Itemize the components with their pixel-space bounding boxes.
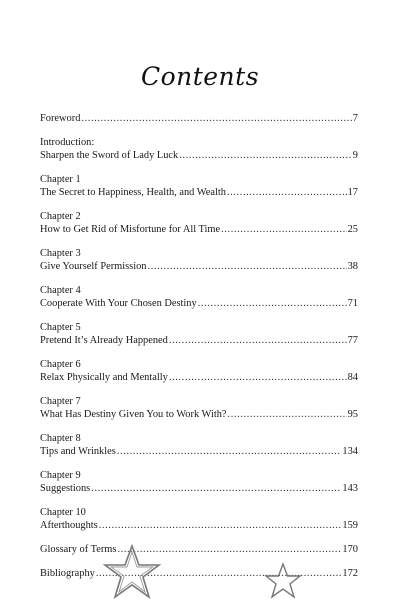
toc-page-number: 159: [342, 520, 358, 531]
toc-entry-label: Chapter 9: [40, 470, 81, 481]
star-decorations: [0, 540, 400, 600]
toc-page-number: 84: [347, 372, 358, 383]
toc-entry-title: Afterthoughts: [40, 520, 98, 531]
leader-dots: [99, 519, 342, 532]
toc-entry-chapter-2[interactable]: [40, 210, 358, 236]
leader-dots: [117, 445, 342, 458]
toc-entry-title: Glossary of Terms: [40, 544, 117, 555]
toc-entry-title: Pretend It’s Already Happened: [40, 335, 168, 346]
toc-page-number: 25: [347, 224, 358, 235]
star-outline-icon: [266, 564, 300, 597]
toc-entry-title: Give Yourself Permission: [40, 261, 147, 272]
toc-entry-label: Chapter 6: [40, 359, 81, 370]
leader-dots: [91, 482, 341, 495]
toc-entry-chapter-7[interactable]: [40, 395, 358, 421]
toc-page-number: 71: [347, 298, 358, 309]
toc-entry-title: Suggestions: [40, 483, 91, 494]
toc-entry-title: Relax Physically and Mentally: [40, 372, 168, 383]
toc-page-number: 95: [347, 409, 358, 420]
leader-dots: [169, 371, 347, 384]
toc-entry-chapter-5[interactable]: [40, 321, 358, 347]
toc-entry-chapter-8[interactable]: [40, 432, 358, 458]
leader-dots: [148, 260, 347, 273]
leader-dots: [81, 112, 351, 125]
toc-entry-label: Chapter 3: [40, 248, 81, 259]
toc-entry-title: The Secret to Happiness, Health, and Wealth: [40, 187, 226, 198]
leader-dots: [227, 186, 347, 199]
toc-entry-title: Bibliography: [40, 568, 95, 579]
toc-page-number: 17: [347, 187, 358, 198]
toc-entry-foreword[interactable]: [40, 112, 358, 125]
toc-entry-chapter-9[interactable]: [40, 469, 358, 495]
toc-entry-label: Chapter 2: [40, 211, 81, 222]
toc-page-number: 77: [347, 335, 358, 346]
toc-entry-label: Chapter 10: [40, 507, 86, 518]
table-of-contents: [40, 112, 358, 580]
toc-entry-label: Chapter 4: [40, 285, 81, 296]
toc-entry-chapter-4[interactable]: [40, 284, 358, 310]
leader-dots: [169, 334, 347, 347]
toc-entry-introduction[interactable]: [40, 136, 358, 162]
toc-entry-label: Chapter 5: [40, 322, 81, 333]
toc-entry-title: Foreword: [40, 113, 81, 124]
toc-page-number: 7: [352, 113, 358, 124]
toc-page-number: 143: [342, 483, 358, 494]
toc-entry-title: How to Get Rid of Misfortune for All Time: [40, 224, 221, 235]
toc-page-number: 172: [342, 568, 358, 579]
star-outline-icon: [105, 546, 159, 597]
toc-page-number: 38: [347, 261, 358, 272]
toc-entry-label: Chapter 7: [40, 396, 81, 407]
leader-dots: [179, 149, 352, 162]
leader-dots: [198, 297, 347, 310]
toc-entry-title: Tips and Wrinkles: [40, 446, 116, 457]
leader-dots: [228, 408, 347, 421]
toc-entry-label: Chapter 8: [40, 433, 81, 444]
toc-page-number: 134: [342, 446, 358, 457]
toc-entry-chapter-1[interactable]: [40, 173, 358, 199]
toc-entry-title: Cooperate With Your Chosen Destiny: [40, 298, 197, 309]
toc-entry-chapter-6[interactable]: [40, 358, 358, 384]
toc-entry-title: Sharpen the Sword of Lady Luck: [40, 150, 179, 161]
toc-page-number: 9: [352, 150, 358, 161]
toc-entry-chapter-3[interactable]: [40, 247, 358, 273]
toc-page-number: 170: [342, 544, 358, 555]
toc-entry-title: What Has Destiny Given You to Work With?: [40, 409, 227, 420]
page-title: Contents: [140, 62, 260, 91]
toc-entry-label: Introduction:: [40, 137, 95, 148]
toc-entry-chapter-10[interactable]: [40, 506, 358, 532]
toc-entry-label: Chapter 1: [40, 174, 81, 185]
leader-dots: [221, 223, 347, 236]
